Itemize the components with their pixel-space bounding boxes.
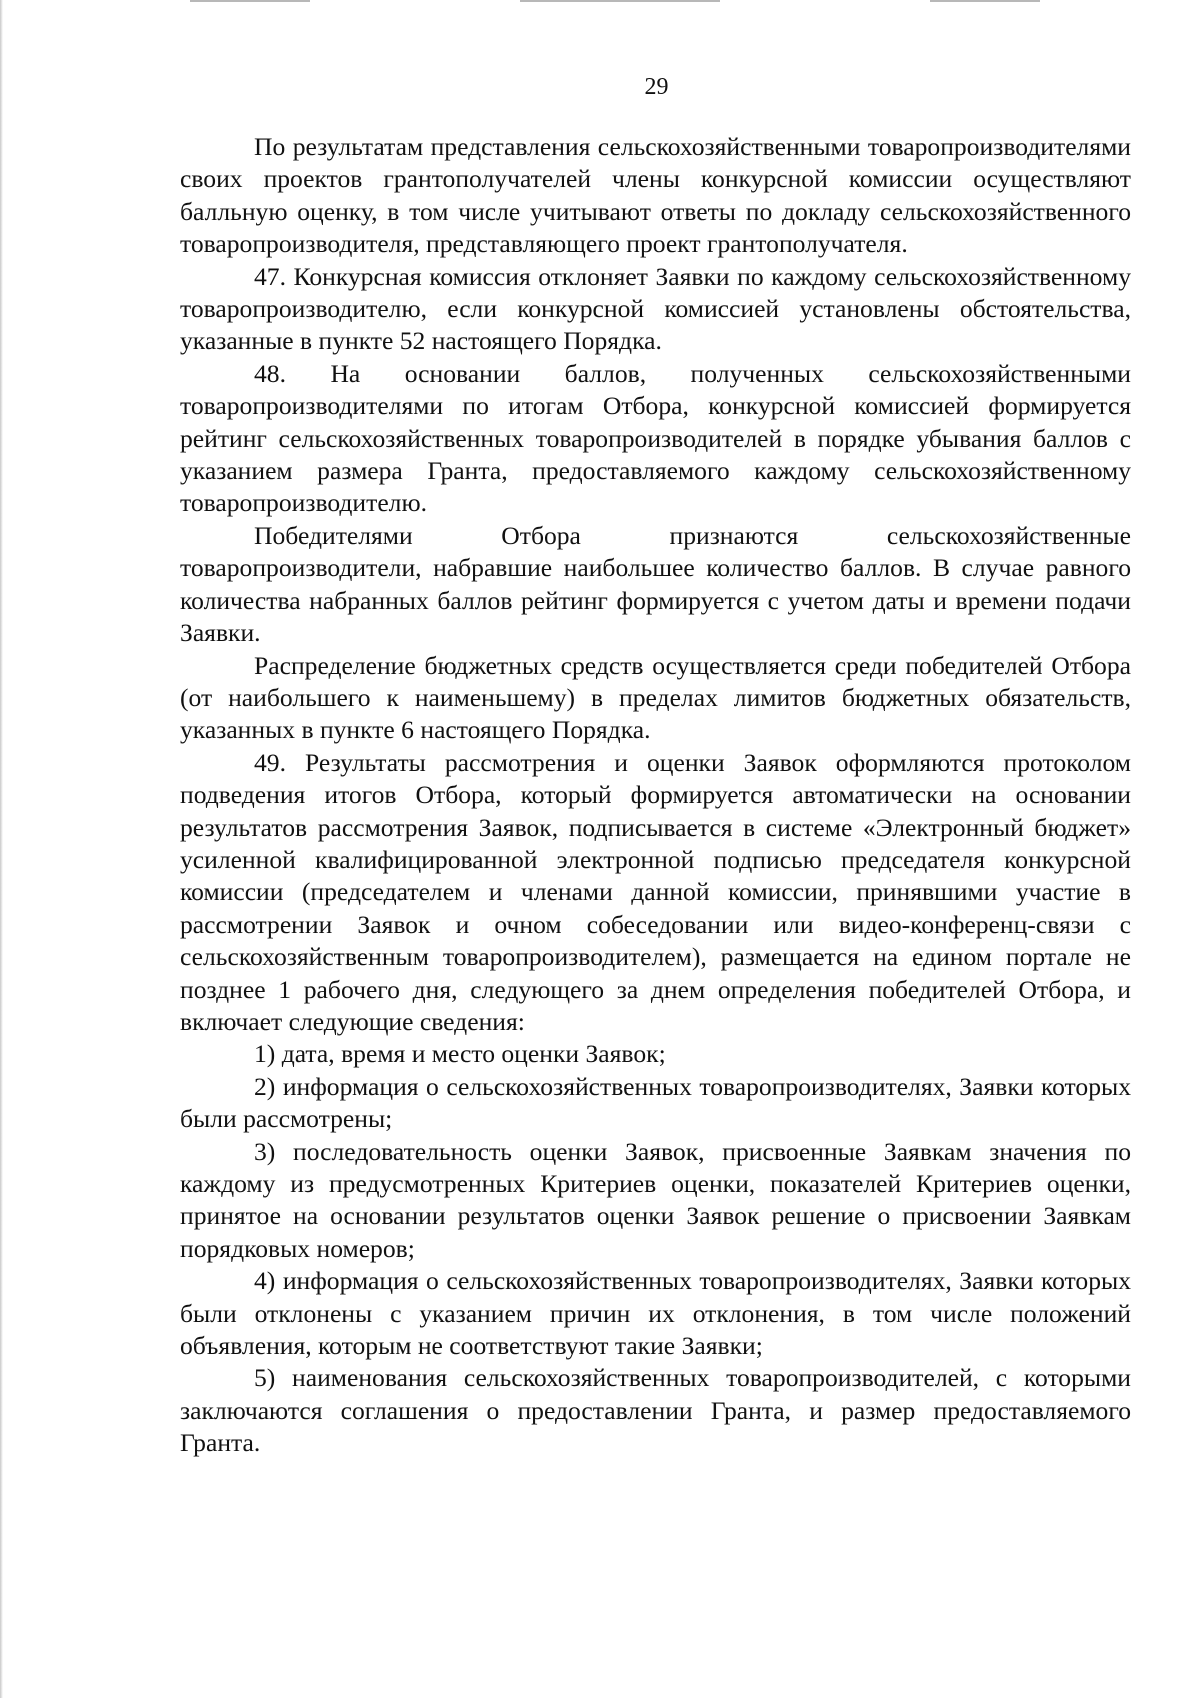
paragraph-winners: Победителями Отбора признаются сельскохозяйственные товаропроизводители, набравшие наибольшее количество баллов. В случае равного количества набранных баллов рейтинг формируется с учетом даты и времени подачи Заявки. [180,520,1131,648]
list-item-4: 4) информация о сельскохозяйственных товаропроизводителях, Заявки которых были отклонены с указанием причин их отклонения, в том числе положений объявления, которым не соответствуют такие Заявки; [180,1266,1131,1361]
list-item-1: 1) дата, время и место оценки Заявок; [254,1039,666,1069]
paragraph-49: 49. Результаты рассмотрения и оценки Заявок оформляются протоколом подведения итогов Отбора, который формируется автоматически на основании результатов рассмотрения Заявок, подписывается в системе «Электронный бюджет» усиленной квалифицированной электронной подписью председателя конкурсной комиссии (председателем и членами данной комиссии, принявшими участие в рассмотрении Заявок и очном собеседовании или видео-конференц-связи с сельскохозяйственным товаропроизводителем), размещается на едином портале не позднее 1 рабочего дня, следующего за днем определения победителей Отбора, и включает следующие сведения: [180,747,1131,1036]
list-item-3: 3) последовательность оценки Заявок, присвоенные Заявкам значения по каждому из предусмотренных Критериев оценки, показателей Критериев оценки, принятое на основании результатов оценки Заявок решение о присвоении Заявкам порядковых номеров; [180,1136,1131,1263]
paragraph-distribution: Распределение бюджетных средств осуществляется среди победителей Отбора (от наибольшего к наименьшему) в пределах лимитов бюджетных обязательств, указанных в пункте 6 настоящего Порядка. [180,650,1131,745]
scan-edge [0,0,3,1698]
list-item-2: 2) информация о сельскохозяйственных товаропроизводителях, Заявки которых были рассмотрены; [180,1071,1131,1134]
list-item-5: 5) наименования сельскохозяйственных товаропроизводителей, с которыми заключаются соглашения о предоставлении Гранта, и размер предоставляемого Гранта. [180,1363,1131,1458]
scan-mark [520,0,720,2]
paragraph-scoring: По результатам представления сельскохозяйственными товаропроизводителями своих проектов грантополучателей члены конкурсной комиссии осуществляют балльную оценку, в том числе учитывают ответы по докладу сельскохозяйственного товаропроизводителя, представляющего проект грантополучателя. [180,132,1131,259]
scan-mark [930,0,1040,2]
scan-mark [190,0,310,2]
paragraph-48: 48. На основании баллов, полученных сельскохозяйственными товаропроизводителями по итогам Отбора, конкурсной комиссией формируется рейтинг сельскохозяйственных товаропроизводителей в порядке убывания баллов с указанием размера Гранта, предоставляемого каждому сельскохозяйственному товаропроизводителю. [180,358,1131,518]
paragraph-47: 47. Конкурсная комиссия отклоняет Заявки по каждому сельскохозяйственному товаропроизводителю, если конкурсной комиссией установлены обстоятельства, указанные в пункте 52 настоящего Порядка. [180,261,1131,356]
page-number: 29 [644,74,669,100]
document-body [180,131,1131,1460]
